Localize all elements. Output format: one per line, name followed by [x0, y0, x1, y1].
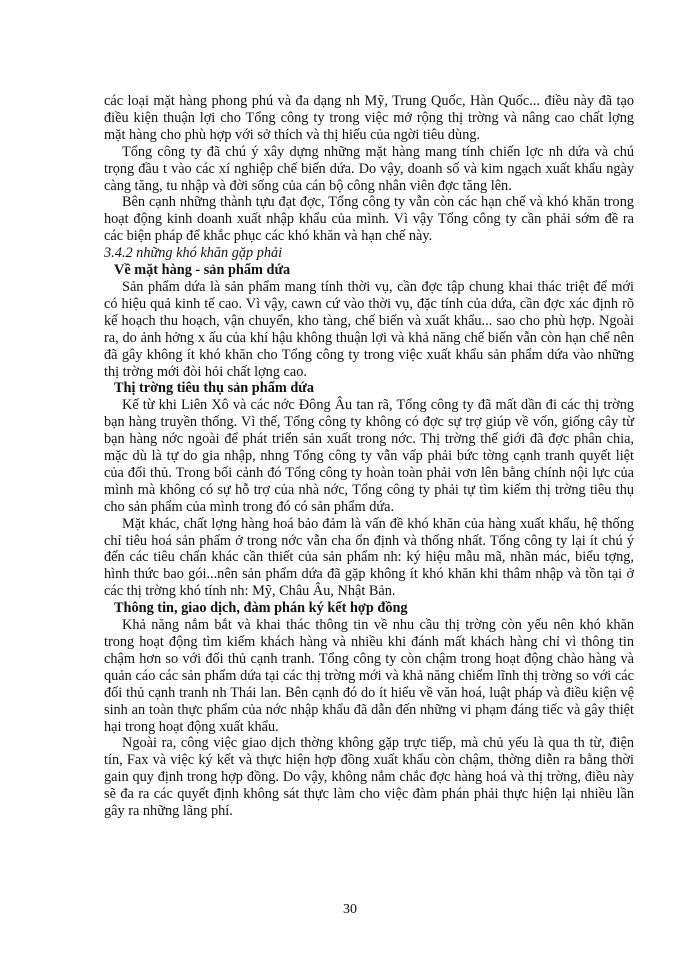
document-body	[104, 93, 634, 820]
body-paragraph: Kể từ khi Liên Xô và các nớc Đông Âu tan rã, Tổng công ty đã mất dần đi các thị trờng bạn hàng truyền thống. Vì thế, Tổng công ty không có đợc sự trợ giúp về vốn, giống cây từ bạn hàng nớc ngoài để phát triển sản xuất trong nớc. Thị trờng thế giới đã đợc phân chia, mặc dù là tự do gia nhập, nhng Tổng công ty vẫn vấp phải bức tờng cạnh tranh quyết liệt của đối thủ. Trong bối cảnh đó Tổng công ty hoàn toàn phải vơn lên bằng chính nội lực của mình mà không có sự hỗ trợ của nhà nớc, Tổng công ty phải tự tìm kiếm thị trờng tiêu thụ cho sản phẩm của mình trong đó có sản phẩm dứa.	[104, 397, 634, 515]
body-paragraph: Tổng công ty đã chú ý xây dựng những mặt hàng mang tính chiến lợc nh dứa và chú trọng đầu t vào các xí nghiệp chế biến dứa. Do vậy, doanh số và kim ngạch xuất khẩu ngày càng tăng, tu nhập và đời sống của cán bộ công nhân viên đợc tăng lên.	[104, 143, 634, 194]
body-paragraph: các loại mặt hàng phong phú và đa dạng nh Mỹ, Trung Quốc, Hàn Quốc... điều này đã tạo điều kiện thuận lợi cho Tổng công ty trong việc mở rộng thị trờng và nâng cao chất lợng mặt hàng cho phù hợp với sở thích và thị hiếu của ngời tiêu dùng.	[104, 93, 634, 143]
body-paragraph: Mặt khác, chất lợng hàng hoá bảo đảm là vấn đề khó khăn của hàng xuất khẩu, hệ thống chỉ tiêu hoá sản phẩm ở trong nớc vẫn cha ổn định và thống nhất. Tổng công ty lại ít chú ý đến các tiêu chẩn khác cần thiết của sản phẩm nh: ký hiệu mẫu mã, nhãn mác, biểu tợng, hình thức bao gói...nên sản phẩm dứa đã gặp không ít khó khăn khi thâm nhập và tồn tại ở các thị trờng khó tính nh: Mỹ, Châu Âu, Nhật Bản.	[104, 515, 634, 600]
body-paragraph: Bên cạnh những thành tựu đạt đợc, Tổng công ty vẫn còn các hạn chế và khó khăn trong hoạt động kinh doanh xuất nhập khẩu của mình. Vì vậy Tổng công ty cần phải sớm đề ra các biện pháp để khắc phục các khó khăn và hạn chế này.	[104, 194, 634, 245]
subsection-heading: Về mặt hàng - sản phẩm dứa	[114, 262, 291, 279]
subsection-heading: Thông tin, giao dịch, đàm phán ký kết hợp đồng	[114, 600, 408, 617]
page-number: 30	[343, 902, 357, 917]
body-paragraph: Khả năng nắm bắt và khai thác thông tin về nhu cầu thị trờng còn yếu nên khó khăn trong hoạt động tìm kiếm khách hàng và nhiều khi đánh mất khách hàng chỉ vì thông tin chậm hơn so với đối thủ cạnh tranh. Tổng công ty còn chậm trong hoạt động chào hàng và quản cáo các sản phẩm dứa tại các thị trờng mới và khả năng chiếm lĩnh thị trờng so với các đối thủ cạnh tranh nh Thái lan. Bên cạnh đó do ít hiểu về văn hoá, luật pháp và điều kiện vệ sinh an toàn thực phẩm của nớc nhập khẩu đã dẫn đến những vi phạm đáng tiếc và gây thiệt hại trong hoạt động xuất khẩu.	[104, 617, 634, 735]
body-paragraph: Sản phẩm dứa là sản phẩm mang tính thời vụ, cần đợc tập chung khai thác triệt để mới có hiệu quả kinh tế cao. Vì vậy, cawn cứ vào thời vụ, đặc tính của dứa, cần đợc xác định rõ kế hoạch thu hoạch, vận chuyển, kho tàng, chế biến và xuất khẩu... sao cho phù hợp. Ngoài ra, do ảnh hởng x ấu của khí hậu không thuận lợi và khả năng chế biến vẫn còn hạn chế nên đã gây không ít khó khăn cho Tổng công ty trong việc xuất khẩu sản phẩm dứa vào những thị trờng mới đòi hỏi chất lợng cao.	[104, 278, 634, 380]
body-paragraph: Ngoài ra, công việc giao dịch thờng không gặp trực tiếp, mà chủ yếu là qua th từ, điện tín, Fax và việc ký kết và thực hiện hợp đồng xuất khẩu còn chậm, thờng diễn ra bằng thời gain quy định trong hợp đồng. Do vậy, không nắm chắc đợc hàng hoá và thị trờng, điều này sẽ đa ra các quyết định không sát thực làm cho việc đàm phán phải thực hiện lại nhiều lần gây ra những lãng phí.	[104, 735, 634, 820]
subsection-heading: Thị trờng tiêu thụ sản phẩm dứa	[114, 380, 315, 397]
section-heading: 3.4.2 những khó khăn gặp phải	[104, 245, 283, 262]
